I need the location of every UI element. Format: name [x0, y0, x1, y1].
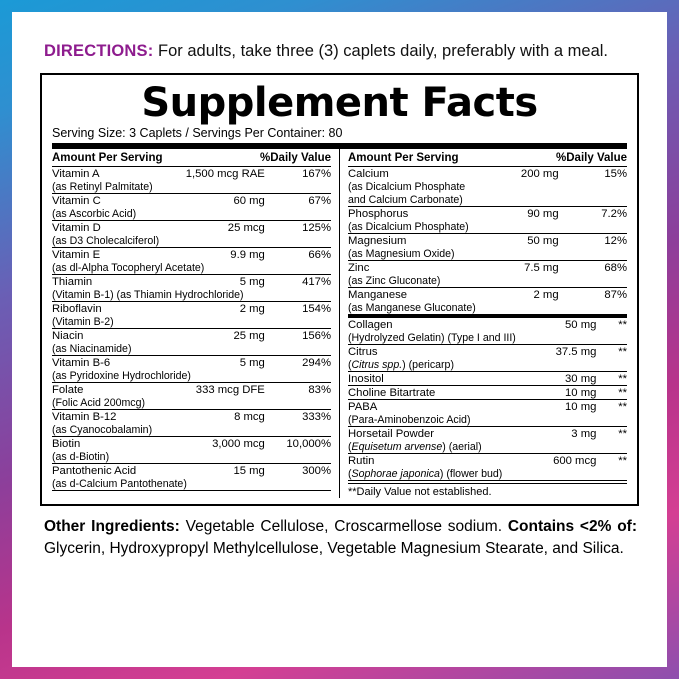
nutrient-name: Horsetail Powder — [348, 427, 435, 440]
nutrient-amount: 2 mg — [533, 288, 559, 301]
nutrient-daily-value: 333% — [302, 410, 331, 423]
nutrient-daily-value: 300% — [302, 464, 331, 477]
nutrient-row — [348, 318, 627, 331]
nutrient-column-right — [339, 149, 627, 498]
nutrient-name: Collagen — [348, 318, 393, 331]
nutrient-source: (as Retinyl Palmitate) — [52, 180, 331, 194]
nutrient-source: (as d-Biotin) — [52, 450, 331, 464]
nutrient-name: Citrus — [348, 345, 378, 358]
nutrient-daily-value: 10,000% — [286, 437, 331, 450]
nutrient-daily-value: 156% — [302, 329, 331, 342]
header-dv-left: %Daily Value — [260, 151, 331, 164]
nutrient-row — [52, 409, 331, 423]
nutrient-row — [348, 399, 627, 413]
nutrient-daily-value: 66% — [308, 248, 331, 261]
nutrient-source: (as Dicalcium Phosphate — [348, 180, 466, 193]
nutrient-source-row — [52, 423, 331, 437]
nutrient-name: Zinc — [348, 261, 370, 274]
nutrient-row — [52, 328, 331, 342]
nutrient-source: (as d-Calcium Pantothenate) — [52, 477, 331, 491]
nutrient-name: Manganese — [348, 288, 408, 301]
nutrient-daily-value: ** — [618, 400, 627, 413]
nutrient-amount: 5 mg — [239, 275, 265, 288]
nutrient-source: (as Zinc Gluconate) — [348, 274, 627, 288]
header-amount-left: Amount Per Serving — [52, 151, 163, 164]
nutrient-daily-value: 294% — [302, 356, 331, 369]
nutrient-row — [348, 206, 627, 220]
nutrient-name: Folate — [52, 383, 84, 396]
nutrient-daily-value: ** — [596, 385, 627, 399]
nutrient-row — [52, 167, 331, 180]
header-amount-right: Amount Per Serving — [348, 151, 459, 164]
nutrient-source: (as Niacinamide) — [52, 342, 331, 356]
nutrient-daily-value: ** — [596, 371, 627, 385]
nutrient-daily-value: 7.2% — [601, 207, 627, 220]
nutrient-amount: 25 mg — [233, 329, 265, 342]
nutrient-name: Vitamin C — [52, 194, 101, 207]
serving-size-line: Serving Size: 3 Caplets / Servings Per Container: 80 — [52, 126, 627, 149]
nutrient-source: (as Dicalcium Phosphate) — [348, 220, 627, 234]
nutrient-row — [348, 260, 627, 274]
nutrient-source: (Folic Acid 200mcg) — [52, 396, 331, 410]
column-header-right — [348, 149, 627, 167]
nutrient-name: Vitamin A — [52, 167, 100, 180]
nutrient-source: (Hydrolyzed Gelatin) (Type I and III) — [348, 331, 627, 345]
nutrient-row — [348, 167, 627, 180]
nutrient-source: (as Cyanocobalamin) — [52, 423, 331, 437]
nutrient-amount: 37.5 mg — [555, 345, 597, 358]
nutrient-name: Riboflavin — [52, 302, 102, 315]
nutrient-source-row — [52, 234, 331, 248]
nutrient-daily-value: 125% — [302, 221, 331, 234]
nutrient-source-row — [52, 261, 331, 275]
nutrient-source: (Vitamin B-2) — [52, 315, 331, 329]
nutrient-daily-value: 417% — [302, 275, 331, 288]
nutrient-name: Vitamin B-12 — [52, 410, 117, 423]
nutrient-column-left — [52, 149, 339, 498]
nutrient-name: Rutin — [348, 454, 375, 467]
nutrient-source-row — [348, 358, 627, 372]
other-ingredients-text-2: Glycerin, Hydroxypropyl Methylcellulose, Vegetable Magnesium Stearate, and Silica. — [44, 539, 624, 557]
nutrient-daily-value: 15% — [604, 167, 627, 180]
nutrient-source-row — [348, 331, 627, 345]
column-header-left — [52, 149, 331, 167]
nutrient-row — [52, 463, 331, 477]
directions-label: DIRECTIONS: — [44, 42, 154, 60]
nutrient-source-row — [52, 450, 331, 464]
nutrient-amount: 200 mg — [520, 167, 559, 180]
nutrient-source: (Sophorae japonica) (flower bud) — [348, 467, 627, 481]
nutrient-source: (Citrus spp.) (pericarp) — [348, 358, 627, 372]
nutrient-source: (as Magnesium Oxide) — [348, 247, 627, 261]
nutrient-amount: 15 mg — [233, 464, 265, 477]
nutrient-daily-value: 67% — [308, 194, 331, 207]
nutrient-row — [348, 344, 627, 358]
nutrient-daily-value: 167% — [302, 167, 331, 180]
nutrient-row — [348, 233, 627, 247]
nutrient-source: (Equisetum arvense) (aerial) — [348, 440, 627, 454]
nutrient-row — [348, 426, 627, 440]
nutrient-source-row — [348, 440, 627, 454]
nutrient-name: Vitamin D — [52, 221, 101, 234]
nutrient-source: (as Manganese Gluconate) — [348, 301, 627, 316]
nutrient-row — [348, 453, 627, 467]
nutrient-name: Magnesium — [348, 234, 407, 247]
nutrient-daily-value: 87% — [604, 288, 627, 301]
nutrient-daily-value: 83% — [308, 383, 331, 396]
nutrient-row — [348, 371, 627, 385]
nutrient-source-row — [52, 207, 331, 221]
nutrient-amount: 50 mg — [527, 234, 559, 247]
nutrient-name: Pantothenic Acid — [52, 464, 137, 477]
nutrient-amount: 50 mg — [565, 318, 597, 331]
nutrient-row — [52, 193, 331, 207]
daily-value-footnote: **Daily Value not established. — [348, 483, 627, 498]
nutrient-amount: 9.9 mg — [230, 248, 265, 261]
nutrient-row — [52, 247, 331, 261]
nutrient-amount: 10 mg — [507, 385, 597, 399]
nutrient-amount: 5 mg — [239, 356, 265, 369]
supplement-facts-panel — [40, 73, 639, 506]
nutrient-daily-value: 68% — [604, 261, 627, 274]
nutrient-name: Vitamin E — [52, 248, 101, 261]
nutrient-source-row — [52, 342, 331, 356]
nutrient-source: (as dl-Alpha Tocopheryl Acetate) — [52, 261, 331, 275]
header-dv-right: %Daily Value — [556, 151, 627, 164]
nutrient-table-right-blend — [348, 318, 627, 481]
nutrient-source-continued: and Calcium Carbonate) — [348, 193, 627, 207]
nutrient-amount: 1,500 mcg RAE — [185, 167, 265, 180]
nutrient-source: (as Ascorbic Acid) — [52, 207, 331, 221]
other-ingredients-label: Other Ingredients: — [44, 517, 180, 535]
nutrient-row — [52, 382, 331, 396]
nutrient-daily-value: ** — [618, 427, 627, 440]
nutrient-source-row — [52, 288, 331, 302]
contains-label: Contains <2% of: — [507, 517, 637, 535]
other-ingredients-paragraph — [44, 516, 637, 560]
nutrient-source-row — [52, 315, 331, 329]
nutrient-source: (as D3 Cholecalciferol) — [52, 234, 331, 248]
directions-text: For adults, take three (3) caplets daily, preferably with a meal. — [153, 42, 609, 60]
nutrient-row — [52, 301, 331, 315]
nutrient-source: (as Pyridoxine Hydrochloride) — [52, 369, 331, 383]
nutrient-daily-value: ** — [618, 454, 627, 467]
nutrient-source-row — [348, 220, 627, 234]
nutrient-daily-value: 12% — [604, 234, 627, 247]
nutrient-name: Choline Bitartrate — [348, 385, 507, 399]
nutrient-amount: 30 mg — [507, 371, 597, 385]
nutrient-source: (Vitamin B-1) (as Thiamin Hydrochloride) — [52, 288, 331, 302]
nutrient-source: (Para-Aminobenzoic Acid) — [348, 413, 627, 427]
nutrient-source-row — [348, 247, 627, 261]
nutrient-row — [52, 274, 331, 288]
directions-paragraph — [44, 40, 639, 63]
nutrient-name: Biotin — [52, 437, 81, 450]
nutrient-source-row — [52, 396, 331, 410]
nutrient-name: PABA — [348, 400, 378, 413]
supplement-facts-title: Supplement Facts — [141, 79, 538, 126]
nutrient-name: Niacin — [52, 329, 84, 342]
nutrient-name: Thiamin — [52, 275, 93, 288]
nutrient-source-row-2 — [348, 193, 627, 207]
nutrient-row — [348, 385, 627, 399]
nutrient-source-row — [52, 477, 331, 491]
nutrient-amount: 10 mg — [565, 400, 597, 413]
nutrient-source-row — [348, 413, 627, 427]
nutrient-amount: 333 mcg DFE — [195, 383, 265, 396]
nutrient-source-row — [348, 301, 627, 316]
nutrient-source-row — [348, 467, 627, 481]
nutrient-amount: 2 mg — [239, 302, 265, 315]
nutrient-name: Inositol — [348, 371, 507, 385]
nutrient-source-row — [348, 180, 627, 193]
nutrient-row — [52, 220, 331, 234]
nutrient-row — [52, 436, 331, 450]
nutrient-amount: 3,000 mcg — [212, 437, 265, 450]
nutrient-columns — [52, 149, 627, 498]
nutrient-daily-value: ** — [618, 318, 627, 331]
nutrient-amount: 90 mg — [527, 207, 559, 220]
nutrient-name: Vitamin B-6 — [52, 356, 111, 369]
label-page — [12, 12, 667, 667]
nutrient-table-right-minerals — [348, 167, 627, 318]
nutrient-row — [348, 287, 627, 301]
nutrient-table-left — [52, 167, 331, 491]
nutrient-source-row — [348, 274, 627, 288]
nutrient-name: Phosphorus — [348, 207, 409, 220]
nutrient-amount: 3 mg — [571, 427, 597, 440]
other-ingredients-text-1: Vegetable Cellulose, Croscarmellose sodium. — [179, 517, 508, 535]
nutrient-source-row — [52, 180, 331, 194]
nutrient-row — [52, 355, 331, 369]
nutrient-source-row — [52, 369, 331, 383]
nutrient-daily-value: 154% — [302, 302, 331, 315]
nutrient-amount: 8 mcg — [234, 410, 265, 423]
nutrient-amount: 7.5 mg — [524, 261, 559, 274]
nutrient-daily-value: ** — [618, 345, 627, 358]
nutrient-amount: 60 mg — [233, 194, 265, 207]
nutrient-amount: 25 mcg — [227, 221, 265, 234]
nutrient-name: Calcium — [348, 167, 389, 180]
nutrient-amount: 600 mcg — [553, 454, 597, 467]
